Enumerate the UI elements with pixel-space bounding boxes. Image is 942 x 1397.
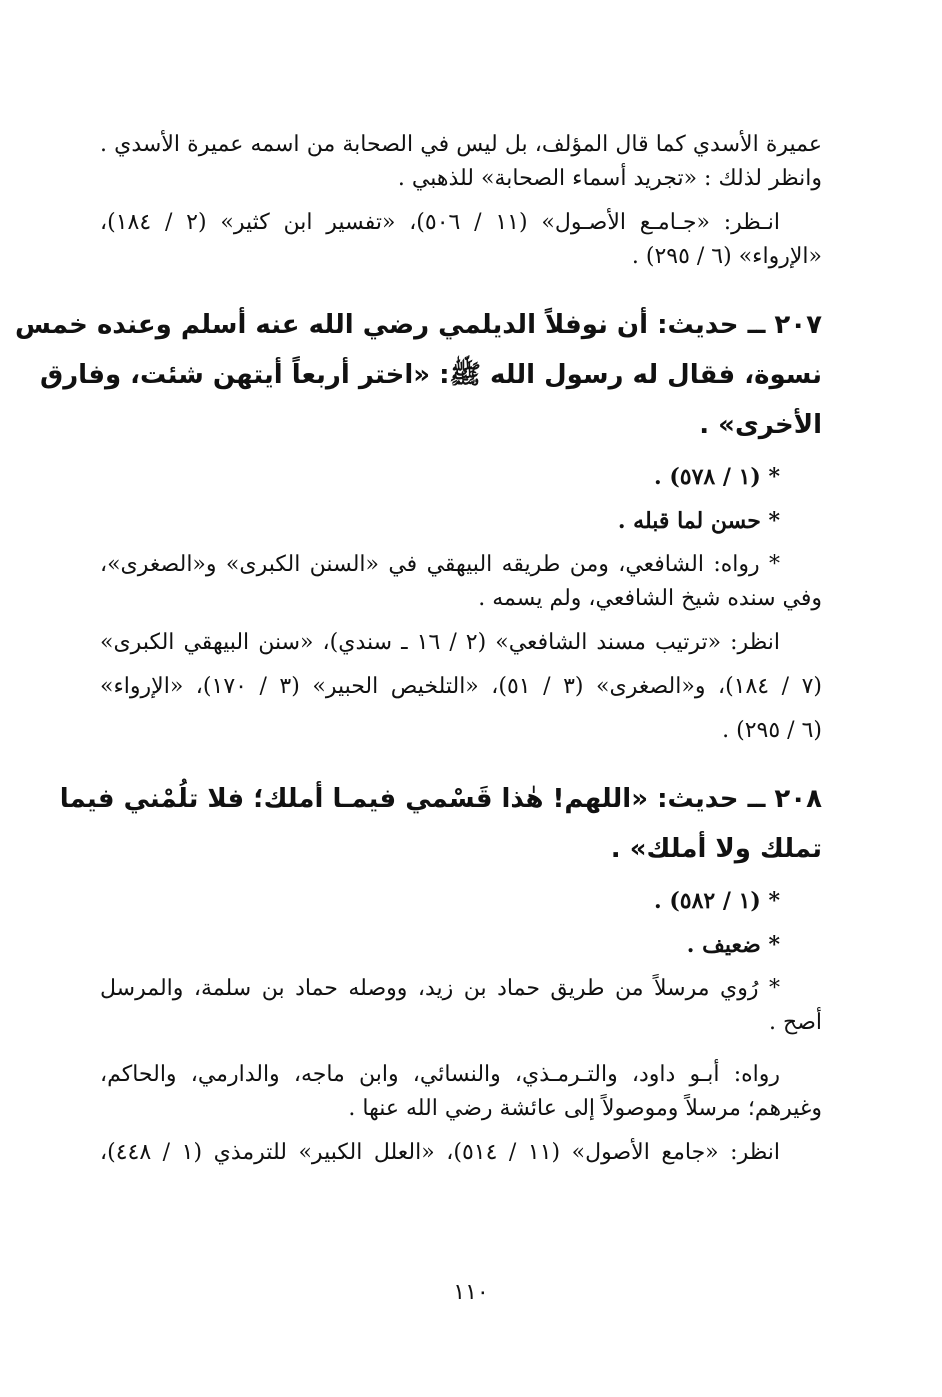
hadith-heading-208-end: تملك ولا أملك» . [610, 834, 822, 864]
narration-line: رواه: أبـو داود، والتـرمـذي، والنسائي، وابن ماجه، والدارمي، والحاكم، [100, 1062, 780, 1087]
hadith-heading-207: ٢٠٧ ــ حديث: أن نوفلاً الديلمي رضي الله عنه أسلم وعنده خمس [14, 310, 822, 340]
narration-line: وفي سنده شيخ الشافعي، ولم يسمه . [478, 586, 822, 611]
narration-line: * رواه: الشافعي، ومن طريقه البيهقي في «السنن الكبرى» و«الصغرى»، [100, 552, 780, 577]
hadith-heading-207-end: الأخرى» . [699, 410, 822, 440]
grading-line: * ضعيف . [686, 932, 780, 958]
text-line: عميرة الأسدي كما قال المؤلف، بل ليس في الصحابة من اسمه عميرة الأسدي . [100, 132, 822, 157]
page-number: ١١٠ [453, 1280, 489, 1305]
reference-line: «الإرواء» (٦ / ٢٩٥) . [631, 244, 822, 269]
reference-line: انظر: «ترتيب مسند الشافعي» (٢ / ١٦ ـ سندي)، «سنن البيهقي الكبرى» [100, 630, 780, 655]
narration-line: أصح . [769, 1010, 822, 1035]
reference-line: (٧ / ١٨٤)، و«الصغرى» (٣ / ٥١)، «التلخيص الحبير» (٣ / ١٧٠)، «الإرواء» [100, 674, 822, 699]
grading-line: * حسن لما قبله . [617, 508, 780, 534]
page-body [14, 128, 822, 1170]
hadith-heading-208: ٢٠٨ ــ حديث: «اللهم! هٰذا قَسْمي فيمـا أملك؛ فلا تلُمْني فيما [59, 784, 822, 814]
reference-line: انظر: «جامع الأصول» (١١ / ٥١٤)، «العلل الكبير» للترمذي (١ / ٤٤٨)، [100, 1140, 781, 1165]
hadith-heading-207-continued: نسوة، فقال له رسول الله ﷺ: «اختر أربعاً أيتهن شئت، وفارق [39, 360, 822, 390]
narration-line: وغيرهم؛ مرسلاً وموصولاً إلى عائشة رضي الله عنها . [348, 1096, 822, 1121]
reference-line: انـظر: «جـامـع الأصـول» (١١ / ٥٠٦)، «تفسير ابن كثير» (٢ / ١٨٤)، [100, 210, 780, 235]
text-line: وانظر لذلك : «تجريد أسماء الصحابة» للذهبي . [397, 166, 822, 191]
narration-line: * رُوي مرسلاً من طريق حماد بن زيد، ووصله حماد بن سلمة، والمرسل [100, 976, 780, 1001]
reference-line: (٦ / ٢٩٥) . [722, 718, 822, 743]
reference-volume-page: * (١ / ٥٧٨) . [654, 464, 780, 490]
reference-volume-page: * (١ / ٥٨٢) . [654, 888, 780, 914]
